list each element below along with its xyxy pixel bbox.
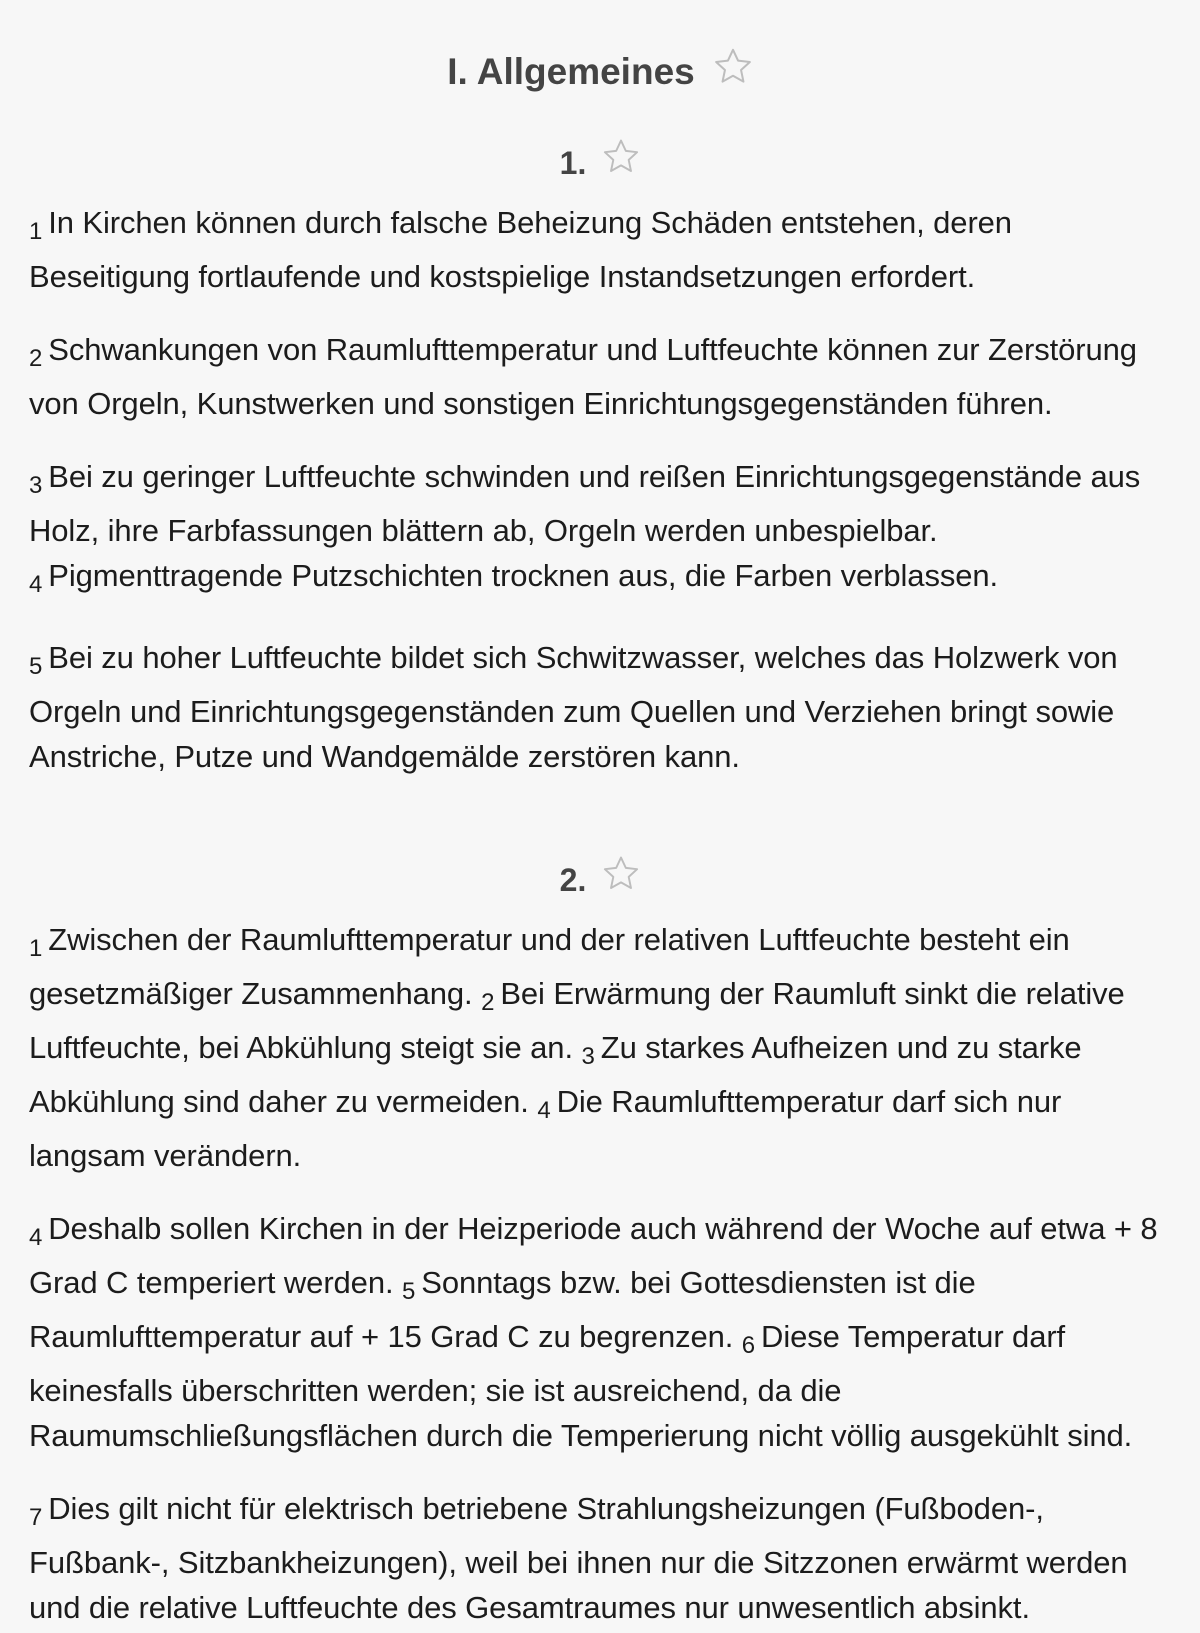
paragraph <box>29 200 1173 299</box>
paragraph <box>29 1486 1173 1630</box>
star-outline-icon[interactable] <box>600 853 642 895</box>
sentence-text: Dies gilt nicht für elektrisch betriebene Strahlungsheizungen (Fußboden-, Fußbank-, Sitzbankheizungen), weil bei ihnen nur die Sitzzonen erwärmt werden und die relative Luftfeuchte des Gesamtraumes nur unwesentlich absinkt. <box>29 1491 1128 1625</box>
clause-body <box>29 917 1173 1630</box>
document-page <box>29 0 1173 1630</box>
sentence-number: 2 <box>481 989 495 1016</box>
sentence-text: Bei zu geringer Luftfeuchte schwinden und reißen Einrichtungsgegenstände aus Holz, ihre Farbfassungen blättern ab, Orgeln werden unbespielbar. <box>29 459 1141 548</box>
sentence-number: 4 <box>537 1097 551 1124</box>
sentence-text: Diese Temperatur darf keinesfalls überschritten werden; sie ist ausreichend, da die Raumumschließungsflächen durch die Temperierung nicht völlig ausgekühlt sind. <box>29 1319 1133 1453</box>
sentence-text: Die Raumlufttemperatur darf sich nur langsam verändern. <box>29 1084 1062 1173</box>
sentence-number: 1 <box>29 218 43 245</box>
sentence-number: 3 <box>581 1043 595 1070</box>
sentence-number: 5 <box>402 1278 416 1305</box>
star-outline-icon[interactable] <box>600 136 642 178</box>
sentence-number: 1 <box>29 935 43 962</box>
sentence-text: In Kirchen können durch falsche Beheizung Schäden entstehen, deren Beseitigung fortlaufende und kostspielige Instandsetzungen erfordert. <box>29 205 1012 294</box>
sentence-number: 4 <box>29 571 43 598</box>
sentence-text: Zwischen der Raumlufttemperatur und der relativen Luftfeuchte besteht ein gesetzmäßiger Zusammenhang. <box>29 922 1070 1011</box>
paragraph <box>29 635 1173 779</box>
clause-body <box>29 200 1173 779</box>
sentence-number: 7 <box>29 1504 43 1531</box>
sentence-text: Bei Erwärmung der Raumluft sinkt die relative Luftfeuchte, bei Abkühlung steigt sie an. <box>29 976 1125 1065</box>
sentence-text: Schwankungen von Raumlufttemperatur und Luftfeuchte können zur Zerstörung von Orgeln, Kunstwerken und sonstigen Einrichtungsgegenständen führen. <box>29 332 1137 421</box>
section-title: I. Allgemeines <box>447 51 695 92</box>
sentence-text: Deshalb sollen Kirchen in der Heizperiode auch während der Woche auf etwa + 8 Grad C temperiert werden. <box>29 1211 1158 1300</box>
sentence-text: Sonntags bzw. bei Gottesdiensten ist die Raumlufttemperatur auf + 15 Grad C zu begrenzen. <box>29 1265 976 1354</box>
sentence-text: Pigmenttragende Putzschichten trocknen aus, die Farben verblassen. <box>48 558 999 593</box>
paragraph <box>29 454 1173 607</box>
paragraph <box>29 917 1173 1178</box>
section-heading <box>29 44 1173 100</box>
clause-heading <box>29 138 1173 188</box>
paragraph <box>29 327 1173 426</box>
sentence-number: 5 <box>29 653 43 680</box>
clause-heading <box>29 855 1173 905</box>
sentence-number: 6 <box>741 1332 756 1359</box>
sentence-number: 2 <box>29 345 43 372</box>
clause-number: 1. <box>559 144 587 181</box>
clause-number: 2. <box>559 861 587 898</box>
star-outline-icon[interactable] <box>711 45 755 89</box>
sentence-text: Bei zu hoher Luftfeuchte bildet sich Schwitzwasser, welches das Holzwerk von Orgeln und Einrichtungsgegenständen zum Quellen und Verziehen bringt sowie Anstriche, Putze und Wandgemälde zerstören kann. <box>29 640 1118 774</box>
sentence-number: 3 <box>29 472 43 499</box>
sentence-text: Zu starkes Aufheizen und zu starke Abkühlung sind daher zu vermeiden. <box>29 1030 1082 1119</box>
paragraph <box>29 1206 1173 1458</box>
sentence-number: 4 <box>29 1224 43 1251</box>
